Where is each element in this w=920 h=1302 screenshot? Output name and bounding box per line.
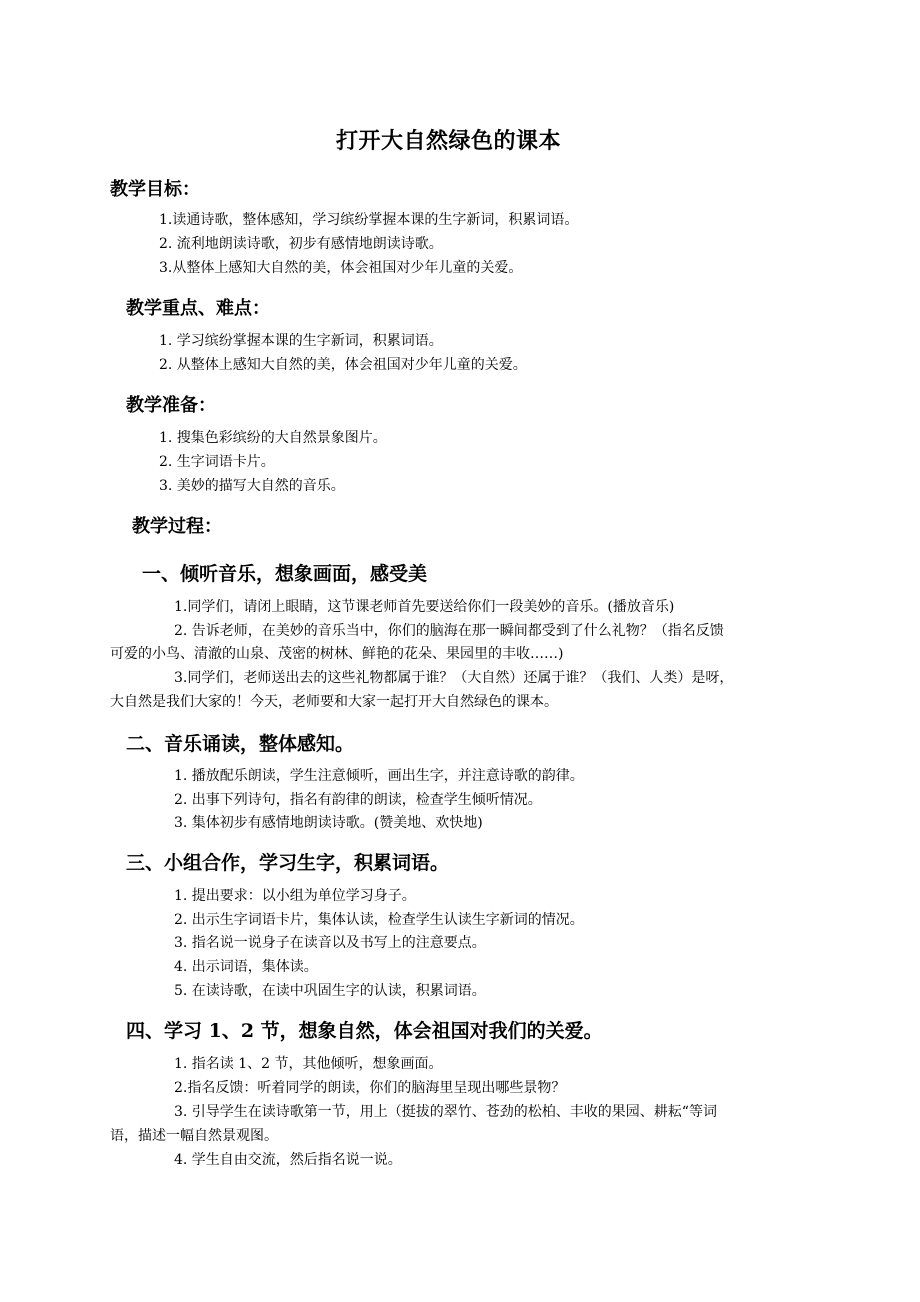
section2-item-2: 2. 出事下列诗句，指名有韵律的朗读，检查学生倾听情况。 xyxy=(174,792,542,808)
section3-item-4: 4. 出示词语，集体读。 xyxy=(174,959,318,975)
process-heading: 教学过程： xyxy=(132,516,222,537)
objectives-item-1: 1.读通诗歌，整体感知，学习缤纷掌握本课的生字新词，积累词语。 xyxy=(159,212,579,228)
objectives-item-2: 2. 流利地朗读诗歌，初步有感情地朗读诗歌。 xyxy=(159,236,443,252)
section1-paragraph-3-line-1: 3.同学们，老师送出去的这些礼物都属于谁？（大自然）还属于谁？（我们、人类）是呀， xyxy=(174,670,734,686)
section3-item-5: 5. 在读诗歌，在读中巩固生字的认读，积累词语。 xyxy=(174,983,486,999)
section3-item-3: 3. 指名说一说身子在读音以及书写上的注意要点。 xyxy=(174,935,486,951)
section4-item-2: 2.指名反馈：听着同学的朗读，你们的脑海里呈现出哪些景物？ xyxy=(174,1080,566,1096)
section4-heading: 四、学习 1、2 节，想象自然，体会祖国对我们的关爱。 xyxy=(126,1020,603,1042)
section3-item-2: 2. 出示生字词语卡片，集体认读，检查学生认读生字新词的情况。 xyxy=(174,912,584,928)
objectives-item-3: 3.从整体上感知大自然的美，体会祖国对少年儿童的关爱。 xyxy=(159,260,523,276)
section4-item-4: 4. 学生自由交流，然后指名说一说。 xyxy=(174,1152,402,1168)
section3-item-1: 1. 提出要求：以小组为单位学习身子。 xyxy=(174,888,416,904)
section2-item-3: 3. 集体初步有感情地朗读诗歌。(赞美地、欢快地) xyxy=(174,815,483,831)
document-title: 打开大自然绿色的课本 xyxy=(336,128,562,154)
preparation-item-1: 1. 搜集色彩缤纷的大自然景象图片。 xyxy=(159,430,387,446)
section4-item-1: 1. 指名读 1、2 节，其他倾听，想象画面。 xyxy=(174,1056,443,1072)
section4-item-3-line-2: 语，描述一幅自然景观图。 xyxy=(110,1128,278,1144)
section2-heading: 二、音乐诵读，整体感知。 xyxy=(126,733,355,755)
preparation-item-2: 2. 生字词语卡片。 xyxy=(159,454,275,470)
section2-item-1: 1. 播放配乐朗读，学生注意倾听，画出生字，并注意诗歌的韵律。 xyxy=(174,768,584,784)
section1-paragraph-1: 1.同学们，请闭上眼睛，这节课老师首先要送给你们一段美妙的音乐。(播放音乐) xyxy=(174,599,675,615)
section1-paragraph-2-line-1: 2. 告诉老师，在美妙的音乐当中，你们的脑海在那一瞬间都受到了什么礼物？（指名反馈 xyxy=(174,623,724,639)
section3-heading: 三、小组合作，学习生字，积累词语。 xyxy=(126,852,450,874)
section1-heading: 一、倾听音乐，想象画面，感受美 xyxy=(142,563,428,585)
section1-paragraph-3-line-2: 大自然是我们大家的！今天，老师要和大家一起打开大自然绿色的课本。 xyxy=(110,694,558,710)
section4-item-3-line-1: 3. 引导学生在读诗歌第一节，用上（挺拔的翠竹、苍劲的松柏、丰收的果园、耕耘“等词 xyxy=(174,1104,717,1120)
section1-paragraph-2-line-2: 可爱的小鸟、清澈的山泉、茂密的树林、鲜艳的花朵、果园里的丰收……) xyxy=(110,646,564,662)
keypoints-item-2: 2. 从整体上感知大自然的美，体会祖国对少年儿童的关爱。 xyxy=(159,357,527,373)
preparation-item-3: 3. 美妙的描写大自然的音乐。 xyxy=(159,478,345,494)
keypoints-heading: 教学重点、难点： xyxy=(126,298,270,319)
preparation-heading: 教学准备： xyxy=(126,395,216,416)
keypoints-item-1: 1. 学习缤纷掌握本课的生字新词，积累词语。 xyxy=(159,333,443,349)
objectives-heading: 教学目标： xyxy=(110,179,200,200)
